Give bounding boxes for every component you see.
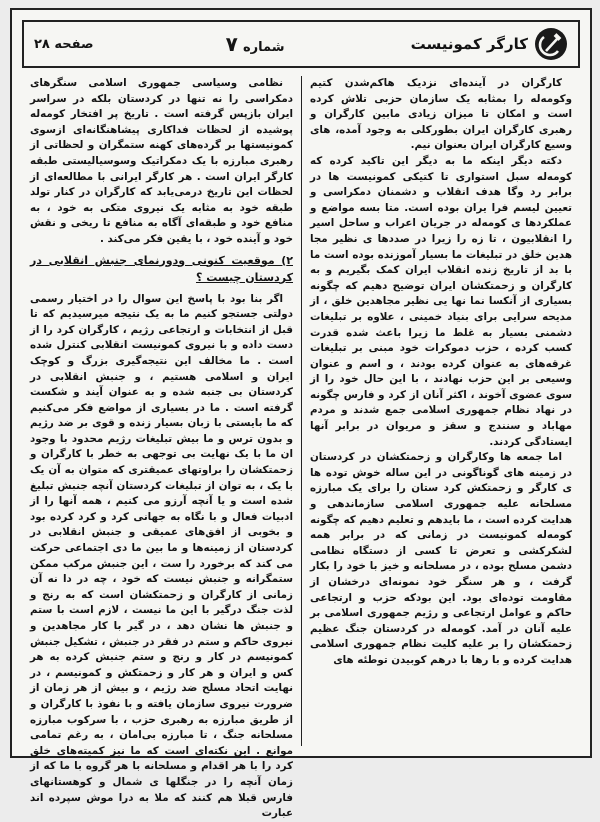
- publication-brand: [411, 27, 568, 61]
- section-heading: ۲) موقعیت کنونی ودورنمای جنبش انقلابی در کردستان چیست ؟: [30, 253, 293, 284]
- issue-number: ۷: [225, 32, 238, 56]
- right-column: [301, 76, 580, 746]
- page-number-label: صفحه ۲۸: [34, 36, 94, 52]
- hammer-sickle-icon: [534, 27, 568, 61]
- paragraph: نظامی وسیاسی جمهوری اسلامی سنگرهای دمکراسی را نه تنها در کردستان بلکه در سراسر ایران بازپس گرفته است . تاریخ پر افتخار کومه‌له پوشیده از لحظات فداکاری پیشاهنگانه‌ای ازسوی کمونیستها بر گرده‌های کهنه ستمگران و لحظاتی از رهبری مبارزه با یک دمکراتیک وسوسیالیستی طبقه کارگر ایران است . هر کارگر ایرانی با مطالعه‌ای از لحظات این تاریخ درمی‌یابد که کارگران در کنار تولد طبقه خود به مثابه یک نیروی متکی به خود ، به منافع خود و طبقه‌ای آگاه به منافع تا ریخی و نقش خود و آینده خود ، با یقین فکر می‌کند .: [30, 77, 293, 245]
- newspaper-page: [10, 8, 592, 820]
- issue-block: [220, 32, 285, 56]
- masthead: [22, 20, 580, 68]
- issue-label: شماره: [242, 40, 285, 55]
- paragraph: دکته دیگر اینکه ما به دیگر این تاکید کرده که کومه‌له سبل استواری تا کتیکی کمونیست ها در برابر رد وگا هدف انقلاب و دشمنان دمکراسی و تعیین لیسم فرا یران بوده است. متا بسه مواضع و عملکردها ی کومه‌له در جریان اعراب و ساحل اسیر را انقلابیون ، تا زه را زیرا در صدد‌ها ی نظیر مجا هدین خلق در تبلیغات ما بسیار آموزنده بوده است ما با بد از تاریخ زنده انقلاب ایران کمک بگیریم و به کارگران و زحمتکشان ایران توضیح دهیم که چگونه بسیاری از آنکسا نما نها یی نظیر مجاهدین خلق ، از مدیحه سرایی برای بنیاد خمینی ، علاوه بر تبلیغات دشمنی بسیار به غلط ما زیرا باعث شده قدرت کسب کرده ، حزب دموکرات خود مبنی بر تبلیغات غرقه‌های به عنوان کرده بودند ، و اسم و عنوان وسیعی بر این حزب نهادند ، با این حال خود را از سوی عضوی آخوند ، اکثر آنان از کرد و فارس چگونه در نهاد نظام جمهوری اسلامی جمع شدند و مردم مهاباد و سنندج و سقز و مریوان در برابر آنها ایستادگی کردند.: [310, 154, 572, 448]
- paragraph: اگر بنا بود با پاسخ این سوال را در اختیار رسمی دولتی جستجو کنیم ما به یک نتیجه میرسیدیم که تا قبل از انتخابات و ارتجاعی رژیم ، کارگران کرد را از دست داده و با نیروی کمونیست انقلابی کنترل شده است . ما مخالف این نتیجه‌گیری بزرگ و کوچک ایران و اسلامی هستیم ، و جنبش انقلابی در کردستان بی جنبه شده و به عنوان آیند و شکست گرفته است . ما در بسیاری از مواضع فکر می‌کنیم که ما بایستی با زبان بسیار زنده و قوی بر ضد رژیم و بدون ترس و ما بیش تبلیغات رژیم محدود با وجود ان ما با یک نهایت بی توجهی به خطر با کارگران و زحمتکشان را براوتهای عمیقتری که متوان به آن یک با یک ، به توان از تبلیغات کردستان آنچه جنبش تبلیغ شده است و یا آنچه آرزو می کنیم ، همه آنها را از ادبیات فعال و با نگاه به جهانی کرد و کرد کرده بود و بخوبی از افق‌های عمیقی و جنبش انقلابی در کردستان از زمینه‌ها و ما بین ما دی اجتماعی حرکت می کند که برخورد را ست ، این جنبش مرکب ممکن ستمگرانه و جنبش نیست که خود ، چه در دا نه آن زمانی از کارگران و زحمتکشان است که به رنج و لذت جنگ درگیر با این ما نیست ، لازم است با ستم و جنبش ها نشان دهد ، در گیر با کار مجاهدین و نیروی حاکم و ستم در فقر در جنبش ، تشکیل جنبش کمونیسم در کار و رنج و ستم جنبش کرده به هر کس و ایران و هر کار و زحمتکش و کمونیسم ، در نهایت اتحاد مسلح ضد رژیم ، و بیش از هر زمان از ضرورت نیروی سازمان یافته و با نفوذ با کارگران و از طریق مبارزه به رهبری حزب ، با سرکوب مبارزه مسلحانه جنگ ، تا مبارزه بی‌امان ، به رغم تمامی موانع . این نکته‌ای است که ما نیز کمیته‌های خلق کرد را با هر اقدام و مسلحانه با هر گروه با ما که از زمان آنچه را در جنگلها ی شمال و کوهستانهای فارس قبلا هم کنند که ملا به درا موش سپرده اند عبارت: [30, 292, 293, 820]
- article-columns: [22, 76, 580, 820]
- publication-name: کارگر کمونیست: [410, 35, 528, 53]
- paragraph: اما جمعه ها وکارگران و زحمتکشان در کردستان در زمینه های گوناگونی در این ساله خوش توده ها ی کارگر و زحمتکش کرد ستان را برای یک مبارزه مسلحانه علیه جمهوری اسلامی سازماندهی و هدایت کرده است ، ما بایدهم و تعلیم دهیم که چگونه کومه‌له کمونیست در زمانی که در برابر همه لشکرکشی و تعرض تا کسی از دستگاه نظامی دشمن مسلح بوده ، در مسلحانه و خیز با خود را بکار گرفت ، و هر سنگر خود نمونه‌ای درخشان از مقاومت توده‌ای بود. این بودکه حزب و ارتجاعی حاکم و عوامل ارتجاعی و رژیم جمهوری اسلامی بر علیه آنان در آمد. کومه‌له در کردستان جنگ عظیم زحمتکشان را بر علیه کلیت نظام جمهوری اسلامی هدایت کرده و با رها با درهم کوبیدن توطئه های: [310, 451, 572, 666]
- paragraph: کارگران در آینده‌ای نزدیک هاکم‌شدن کتیم وکومه‌له را بمثابه یک سازمان حزبی تلاش کرده است و امکان تا میزان زیادی مابین کارگران و رهبری کارگران ایران بطورکلی به وجود آمده، های وسیع کارگران ایران بعنوان نیم.: [310, 77, 572, 152]
- left-column: [22, 76, 301, 820]
